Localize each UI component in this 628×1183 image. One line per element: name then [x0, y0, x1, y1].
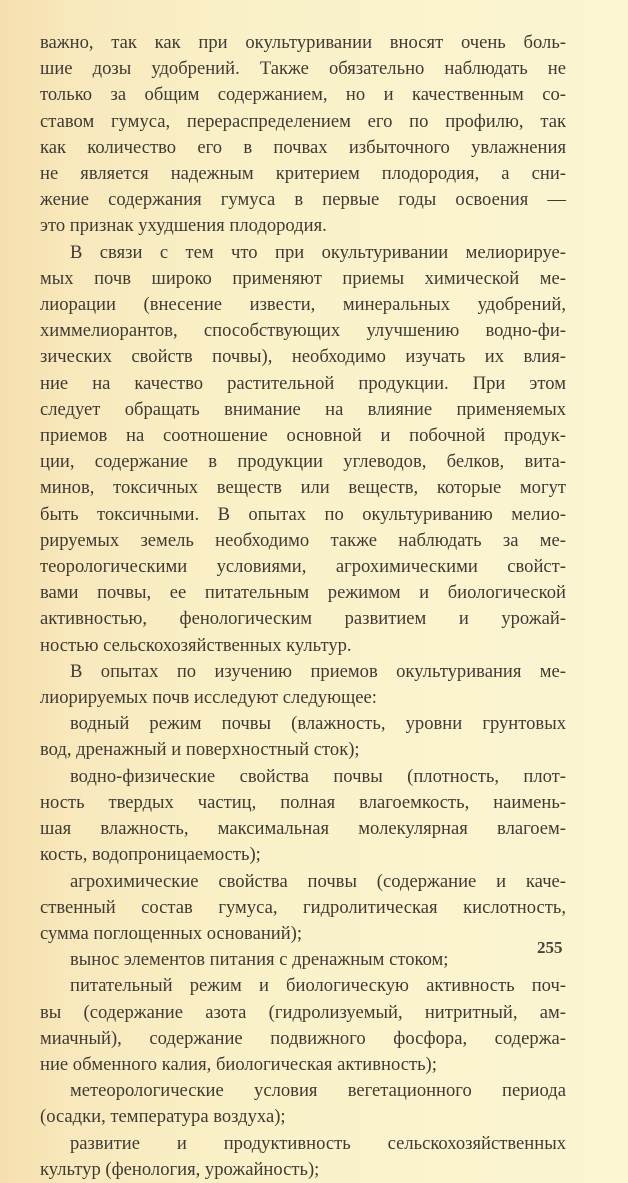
text-line: агрохимические свойства почвы (содержание и каче-	[70, 870, 566, 892]
text-line: важно, так как при окультуривании вносят очень боль-	[40, 32, 566, 53]
text-line: миачный), содержание подвижного фосфора, содержа-	[40, 1027, 566, 1049]
text-line: быть токсичными. В опытах по окультуриванию мелио-	[40, 503, 566, 525]
text-line: развитие и продуктивность сельскохозяйственных	[70, 1132, 566, 1154]
text-line: культур (фенология, урожайность);	[40, 1158, 320, 1180]
text-line: вынос элементов питания с дренажным стоком;	[70, 949, 449, 971]
text-line: приемов на соотношение основной и побочной продук-	[40, 425, 566, 447]
text-line: минов, токсичных веществ или веществ, которые могут	[40, 477, 566, 499]
page-number: 255	[537, 938, 563, 957]
text-line: теорологическими условиями, агрохимическими свойст-	[40, 556, 566, 578]
text-line: жение содержания гумуса в первые годы освоения —	[40, 189, 566, 211]
text-line: В связи с тем что при окультуривании мелиорируе-	[70, 241, 566, 263]
text-line: лиорации (внесение извести, минеральных удобрений,	[40, 294, 566, 316]
text-line: лиорируемых почв исследуют следующее:	[40, 687, 377, 709]
text-line: метеорологические условия вегетационного периода	[70, 1080, 566, 1102]
text-line: ственный состав гумуса, гидролитическая кислотность,	[40, 896, 566, 918]
text-line: ставом гумуса, перераспределением его по профилю, так	[40, 110, 566, 132]
text-line: шие дозы удобрений. Также обязательно наблюдать не	[40, 58, 566, 80]
text-line: ции, содержание в продукции углеводов, белков, вита-	[40, 451, 566, 473]
text-line: вод, дренажный и поверхностный сток);	[40, 739, 360, 761]
text-line: химмелиорантов, способствующих улучшению водно-фи-	[40, 320, 566, 342]
text-line: активностью, фенологическим развитием и урожай-	[40, 608, 566, 630]
text-line: сумма поглощенных оснований);	[40, 922, 303, 944]
text-line: (осадки, температура воздуха);	[40, 1106, 286, 1128]
text-line: как количество его в почвах избыточного увлажнения	[40, 136, 566, 158]
text-line: кость, водопроницаемость);	[40, 844, 261, 866]
text-line: питательный режим и биологическую активность поч-	[70, 975, 566, 997]
text-line: ность твердых частиц, полная влагоемкость, наимень-	[40, 791, 566, 813]
text-line: не является надежным критерием плодородия, а сни-	[40, 163, 566, 185]
text-line: рируемых земель необходимо также наблюдать за ме-	[40, 529, 566, 551]
text-line: шая влажность, максимальная молекулярная влагоем-	[40, 818, 566, 840]
text-line: только за общим содержанием, но и качественным со-	[40, 84, 566, 106]
text-line: В опытах по изучению приемов окультуривания ме-	[70, 660, 566, 682]
text-line: водный режим почвы (влажность, уровни грунтовых	[70, 713, 566, 735]
text-line: это признак ухудшения плодородия.	[40, 215, 327, 237]
text-line: водно-физические свойства почвы (плотность, плот-	[70, 765, 566, 787]
text-line: следует обращать внимание на влияние применяемых	[40, 398, 566, 420]
page-body	[40, 30, 566, 1183]
text-line: ние на качество растительной продукции. При этом	[40, 372, 566, 394]
text-line: мых почв широко применяют приемы химической ме-	[40, 267, 566, 289]
text-line: вы (содержание азота (гидролизуемый, нитритный, ам-	[40, 1001, 566, 1023]
text-line: вами почвы, ее питательным режимом и биологической	[40, 582, 566, 604]
text-line: ние обменного калия, биологическая активность);	[40, 1053, 437, 1075]
text-line: зических свойств почвы), необходимо изучать их влия-	[40, 346, 566, 368]
text-line: ностью сельскохозяйственных культур.	[40, 634, 352, 656]
